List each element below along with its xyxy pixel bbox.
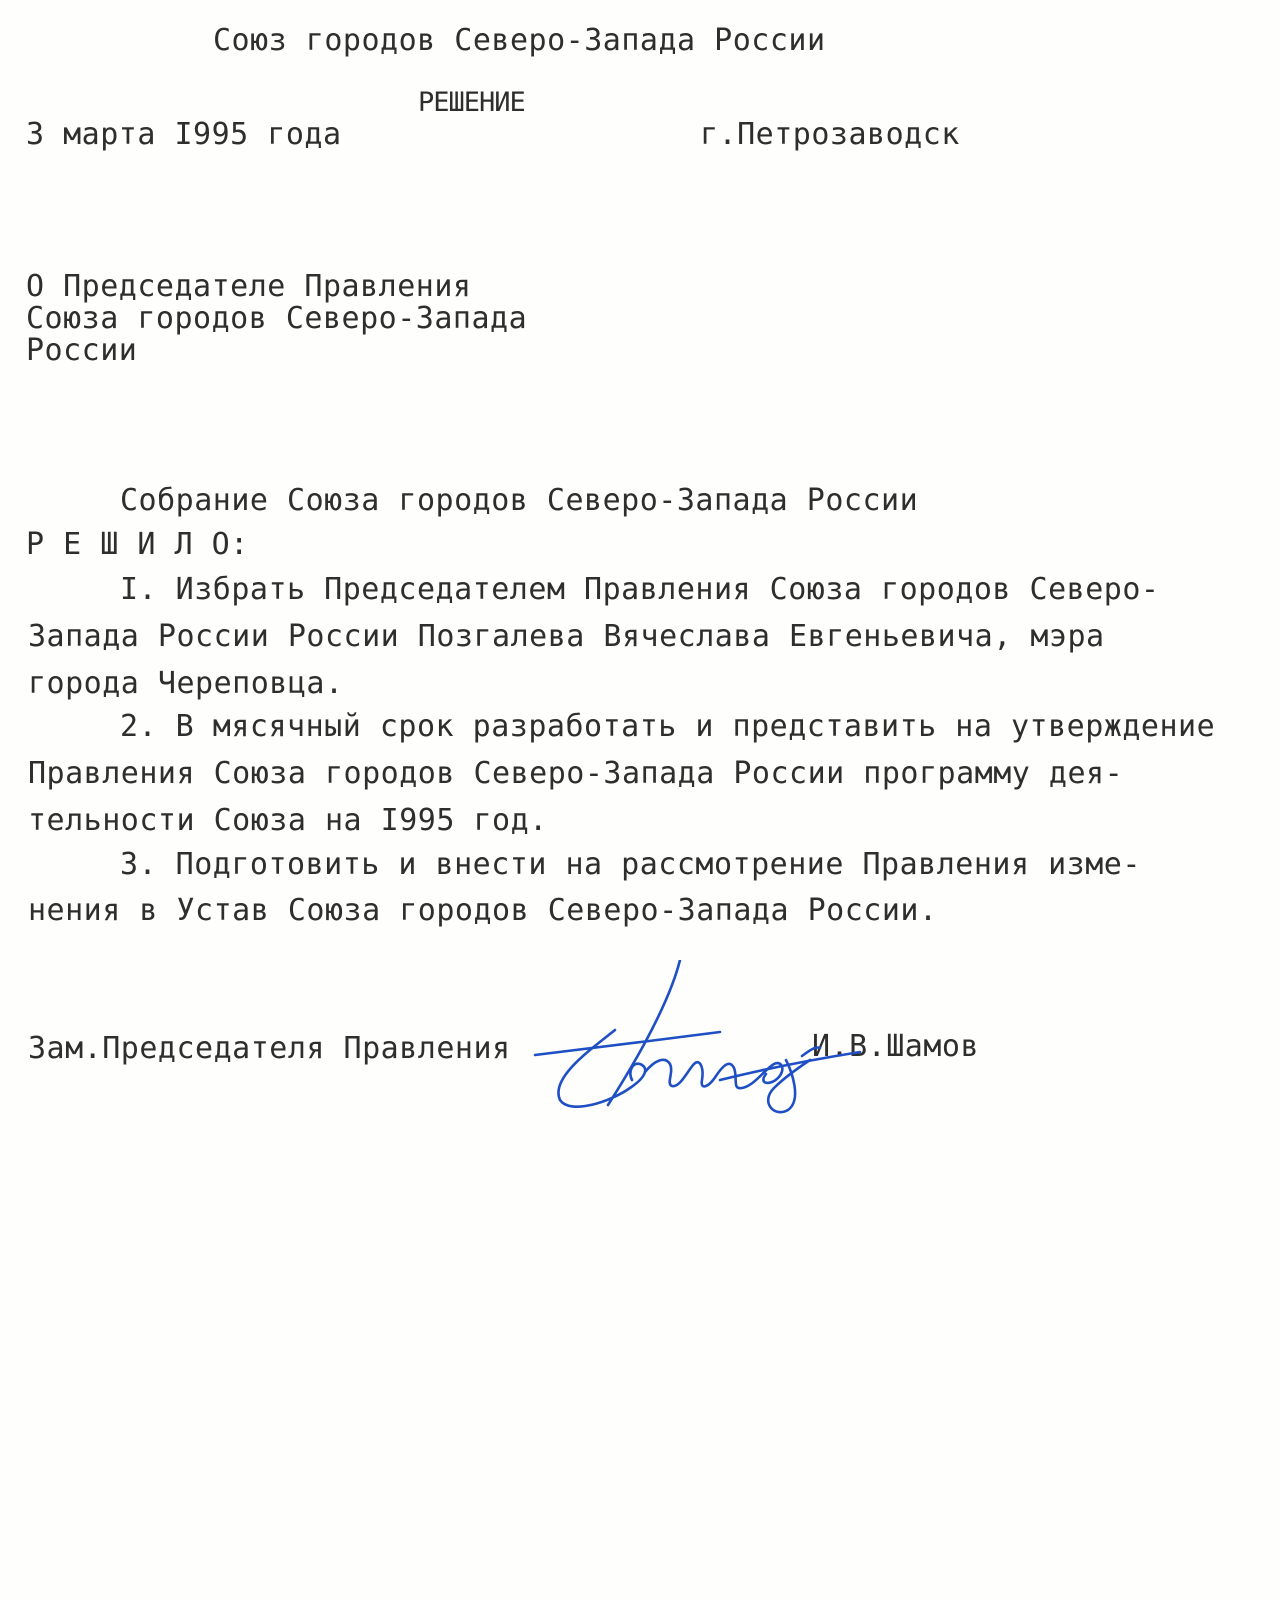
organization-title: Союз городов Северо-Запада России [213,23,826,58]
document-city: г.Петрозаводск [700,117,960,152]
item-1-line: I. Избрать Председателем Правления Союза городов Северо- [120,572,1160,607]
item-2-line: Правления Союза городов Северо-Запада России программу дея- [28,756,1124,791]
document-date: 3 марта I995 года [26,117,342,152]
subject-line: О Председателе Правления [26,269,472,304]
item-2-line: 2. В мясячный срок разработать и представить на утверждение [120,709,1216,744]
item-1-line: Запада России России Позгалева Вячеслава Евгеньевича, мэра [28,619,1105,654]
signature-stroke [558,1030,645,1107]
item-2-line: тельности Союза на I995 год. [28,803,548,838]
body-intro: Собрание Союза городов Северо-Запада России [120,483,919,518]
document-type: РЕШЕНИЕ [418,87,525,118]
item-3-line: 3. Подготовить и внести на рассмотрение Правления изме- [120,847,1141,882]
handwritten-signature [520,960,880,1135]
signatory-position: Зам.Председателя Правления [28,1031,511,1066]
decided-heading: Р Е Ш И Л О: [26,527,249,562]
item-1-line: города Череповца. [28,666,344,701]
signatory-name: И.В.Шамов [812,1029,980,1064]
signature-stroke [645,1060,782,1088]
subject-line: Союза городов Северо-Запада [26,301,528,336]
item-3-line: нения в Устав Союза городов Северо-Запада России. [28,893,938,928]
signature-stroke [535,1032,720,1055]
signature-stroke [802,1047,820,1056]
subject-line: России [26,333,138,368]
